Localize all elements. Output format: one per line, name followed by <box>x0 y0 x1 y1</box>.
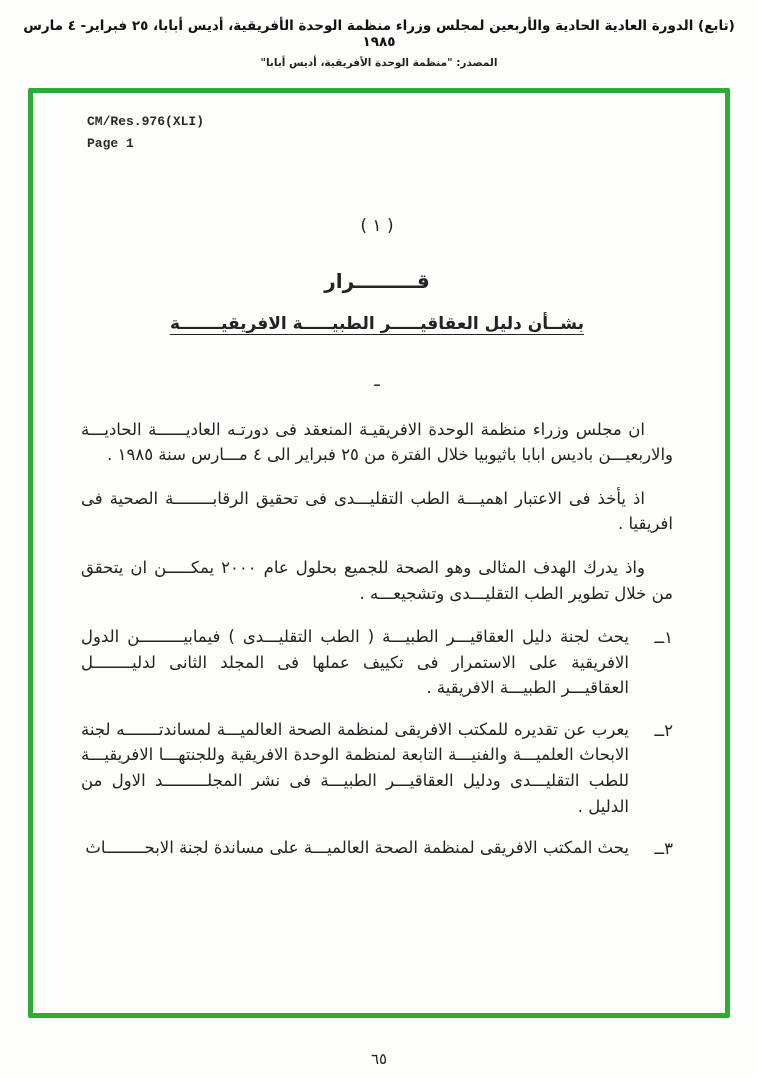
item-number: ٢ــ <box>654 720 673 740</box>
item-number: ٣ــ <box>654 839 673 859</box>
document-page-label: Page 1 <box>87 136 134 152</box>
list-item <box>81 624 673 701</box>
aware-paragraph: واذ يدرك الهدف المثالى وهو الصحة للجميع بحلول عام ٢٠٠٠ يمكـــــن ان يتحقق من خلال تطوير الطب التقليـــدى وتشجيعـــه . <box>81 558 673 603</box>
preamble-paragraph: ان مجلس وزراء منظمة الوحدة الافريقيـة المنعقد فى دورتـه العاديــــــة الحاديـــة والاربعيـــن باديس ابابا باثيوبيا خلال الفترة من ٢٥ فبراير الى ٤ مـــارس سنة ١٩٨٥ . <box>81 419 673 465</box>
item-text: يعرب عن تقديره للمكتب الافريقى لمنظمة الصحة العالميـــة لمساندتـــــــه لجنة الابحاث العلميـــة والفنيـــة التابعة لمنظمة الوحدة الافريقية وللجنتهـــا الافريقيـــة للطب التقليـــدى ودليل العقاقيـــر الطبيـــة فى نشر المجلـــــــــد الاول من الدليل . <box>81 719 629 816</box>
page-footer <box>0 1050 758 1068</box>
separator-dash: ـ <box>374 369 380 391</box>
reference-block <box>87 111 673 155</box>
document-reference: CM/Res.976(XLI) <box>87 114 205 129</box>
item-text: يحث لجنة دليل العقاقيـــر الطبيـــة ( الطب التقليـــدى ) فيمابيـــــــــن الدول الافريقية على الاستمرار فى تكييف عملها فى المجلد الثانى لدليــــــــل العقاقيـــر الطبيـــة الافريقية . <box>81 627 629 698</box>
resolution-subtitle: بشــأن دليل العقاقيـــــر الطبيـــــة الافريقيـــــــة <box>170 313 584 334</box>
session-title-line: (تابع) الدورة العادية الحادية والأربعين لمجلس وزراء منظمة الوحدة الأفريقية، أديس أبابا، ٢٥ فبراير- ٤ مارس ١٩٨٥ <box>23 18 735 50</box>
resolution-items <box>81 624 673 862</box>
item-number: ١ــ <box>654 628 673 648</box>
document-scan-frame <box>28 88 730 1018</box>
considering-paragraph: اذ يأخذ فى الاعتبار اهميـــة الطب التقليـــدى فى تحقيق الرقابــــــــة الصحية فى افريقيا . <box>81 488 673 534</box>
list-item <box>81 717 673 819</box>
item-text: يحث المكتب الافريقى لمنظمة الصحة العالميـــة على مساندة لجنة الابحــــــــاث <box>85 838 629 858</box>
resolution-body <box>81 213 673 861</box>
list-item <box>81 835 673 862</box>
resolution-title: قـــــــــرار <box>324 268 430 293</box>
section-number: ( ١ ) <box>360 216 394 237</box>
catalog-header <box>0 0 758 69</box>
page-number: ٦٥ <box>370 1050 388 1068</box>
source-line: المصدر: "منظمة الوحدة الأفريقية، أديس أبابا" <box>260 57 498 69</box>
